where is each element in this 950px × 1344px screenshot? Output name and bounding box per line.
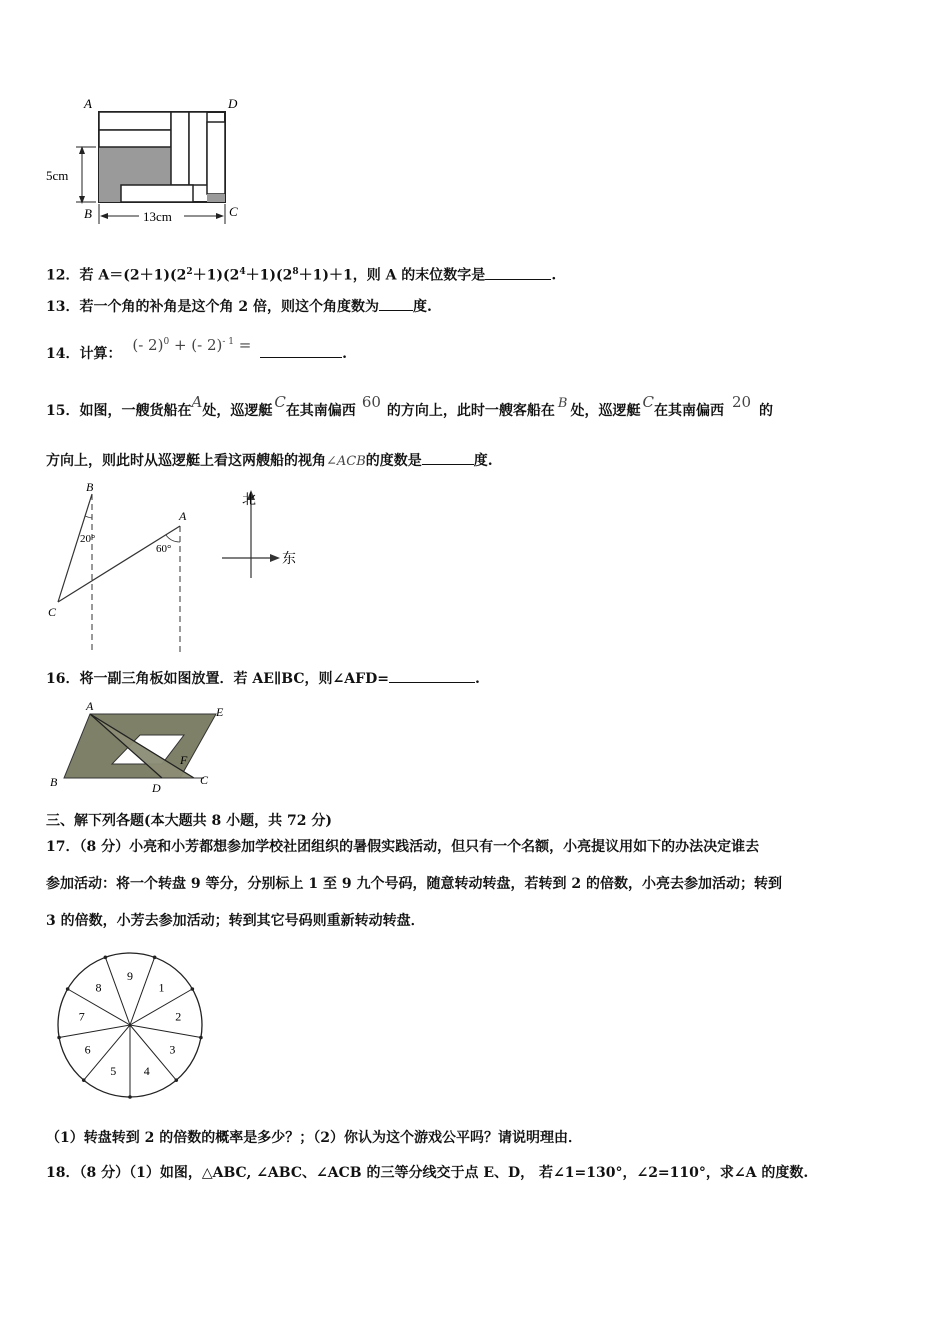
q14-number: 14． xyxy=(46,346,80,362)
section-3-heading: 三、解下列各题(本大题共 8 小题，共 72 分) xyxy=(46,813,332,829)
rectangle-figure xyxy=(44,92,254,232)
q15-line2-text: 方向上，则此时从巡逻艇上看这两艘船的视角 xyxy=(46,453,326,469)
q15-text4: 的方向上，此时一艘客船在 xyxy=(386,403,555,419)
label-f: F xyxy=(180,753,188,767)
q12-number: 12． xyxy=(46,267,80,284)
question-15-line2 xyxy=(46,450,493,472)
question-17-line2: 参加活动：将一个转盘 9 等分，分别标上 1 至 9 九个号码，随意转动转盘，若转到 2 的倍数，小亮去参加活动；转到 xyxy=(46,876,782,892)
q15-text2: 处，巡逻艇 xyxy=(202,403,273,419)
label-d: D xyxy=(152,781,161,795)
label-b: B xyxy=(86,480,94,494)
q16-end: . xyxy=(474,671,480,687)
spinner-wheel xyxy=(50,950,210,1100)
q16-number: 16． xyxy=(46,671,80,687)
question-12 xyxy=(46,262,556,286)
question-18: 18．（8 分）（1）如图，△ABC, ∠ABC、∠ACB 的三等分线交于点 E、D， 若∠1=130°，∠2=110°，求∠A 的度数. xyxy=(46,1165,809,1181)
label-c: C xyxy=(48,605,57,619)
q12-exp1: 2 xyxy=(186,267,193,277)
q14-answer-blank[interactable] xyxy=(260,343,342,358)
q12-pre: 若 A＝(2＋1)(2 xyxy=(79,267,187,284)
q14-expr1: (- 2) xyxy=(132,336,164,354)
label-c: C xyxy=(229,204,238,219)
label-c: C xyxy=(200,773,209,787)
spinner-dot xyxy=(191,987,195,991)
q12-end: . xyxy=(551,267,557,284)
spinner-divider xyxy=(105,957,130,1025)
q15-end: 度. xyxy=(473,453,493,469)
east-label: 东 xyxy=(282,552,296,567)
spinner-number: 8 xyxy=(95,980,102,995)
q15-text3: 在其南偏西 xyxy=(285,403,356,419)
q13-end: 度. xyxy=(412,299,432,315)
point-b: B xyxy=(557,396,568,411)
q15-text5: 处，巡逻艇 xyxy=(570,403,641,419)
angle-acb: ∠ACB xyxy=(326,454,366,469)
spinner-number: 5 xyxy=(110,1064,117,1079)
spinner-number: 6 xyxy=(84,1042,91,1057)
q15-answer-blank[interactable] xyxy=(422,450,474,465)
q12-answer-blank[interactable] xyxy=(485,265,551,280)
spinner-dot xyxy=(199,1036,203,1040)
triangle-boards-figure xyxy=(44,700,224,795)
label-a: A xyxy=(179,509,187,523)
point-c-2: C xyxy=(642,393,654,411)
q12-post: ＋1)＋1，则 A 的末位数字是 xyxy=(298,267,486,284)
spinner-dot xyxy=(66,987,70,991)
q12-exp3: 8 xyxy=(292,267,299,277)
spinner-divider xyxy=(130,1025,201,1038)
label-e: E xyxy=(216,705,224,719)
q14-exp1: 0 xyxy=(163,337,170,347)
label-a: A xyxy=(84,96,92,111)
spinner-divider xyxy=(84,1025,130,1080)
question-15-line1 xyxy=(46,393,774,422)
q14-eq: = xyxy=(234,336,252,354)
question-17-subquestions: （1）转盘转到 2 的倍数的概率是多少？；（2）你认为这个游戏公平吗？请说明理由． xyxy=(46,1130,582,1146)
q14-end: . xyxy=(342,346,348,362)
question-17-line1: 17．（8 分）小亮和小芳都想参加学校社团组织的暑假实践活动，但只有一个名额，小亮提议用如下的办法决定谁去 xyxy=(46,839,760,855)
q15-text1: 如图，一艘货船在 xyxy=(79,403,192,419)
q15-line2-text-b: 的度数是 xyxy=(365,453,422,469)
q14-exp2: - 1 xyxy=(222,337,235,347)
q12-mid1: ＋1)(2 xyxy=(192,267,240,284)
q13-answer-blank[interactable] xyxy=(379,296,413,311)
spinner-dot xyxy=(128,1095,132,1099)
q14-expr2: + (- 2) xyxy=(169,336,223,354)
label-a: A xyxy=(86,700,94,713)
spinner-dot xyxy=(104,956,108,960)
q15-number: 15． xyxy=(46,403,80,419)
q12-mid2: ＋1)(2 xyxy=(245,267,293,284)
angle-20: 20 xyxy=(731,393,752,411)
q16-answer-blank[interactable] xyxy=(389,668,475,683)
north-label: 北 xyxy=(242,493,256,508)
q16-text: 将一副三角板如图放置．若 AE∥BC，则∠AFD= xyxy=(79,671,389,687)
q13-text: 若一个角的补角是这个角 2 倍，则这个角度数为 xyxy=(79,299,379,315)
question-16 xyxy=(46,668,480,689)
angle-60-label: 60° xyxy=(156,543,172,555)
question-17-line3: 3 的倍数，小芳去参加活动；转到其它号码则重新转动转盘． xyxy=(46,913,425,929)
spinner-dot xyxy=(82,1078,86,1082)
spinner-number: 1 xyxy=(158,980,165,995)
angle-60: 60 xyxy=(361,393,381,411)
spinner-number: 7 xyxy=(78,1009,85,1024)
point-c: C xyxy=(274,393,286,411)
ships-figure xyxy=(44,480,314,655)
spinner-number: 2 xyxy=(175,1009,182,1024)
spinner-number: 3 xyxy=(169,1042,176,1057)
q12-exp2: 4 xyxy=(239,267,246,277)
spinner-dot xyxy=(57,1036,61,1040)
spinner-number: 9 xyxy=(127,969,133,984)
question-14 xyxy=(46,336,348,364)
spinner-dot xyxy=(153,956,157,960)
spinner-number: 4 xyxy=(143,1064,150,1079)
label-height: 5cm xyxy=(46,168,69,183)
q15-text7: 的 xyxy=(759,403,774,419)
q13-number: 13． xyxy=(46,299,80,315)
label-b: B xyxy=(84,206,92,221)
point-a: A xyxy=(191,393,203,411)
q15-text6: 在其南偏西 xyxy=(653,403,724,419)
label-d: D xyxy=(228,96,238,111)
label-b: B xyxy=(50,775,58,789)
angle-20-label: 20° xyxy=(80,533,96,545)
question-13 xyxy=(46,296,432,317)
q14-text: 计算： xyxy=(79,346,122,362)
spinner-dot xyxy=(174,1078,178,1082)
spinner-divider xyxy=(130,957,155,1025)
spinner-divider xyxy=(59,1025,130,1038)
label-width: 13cm xyxy=(143,209,172,224)
